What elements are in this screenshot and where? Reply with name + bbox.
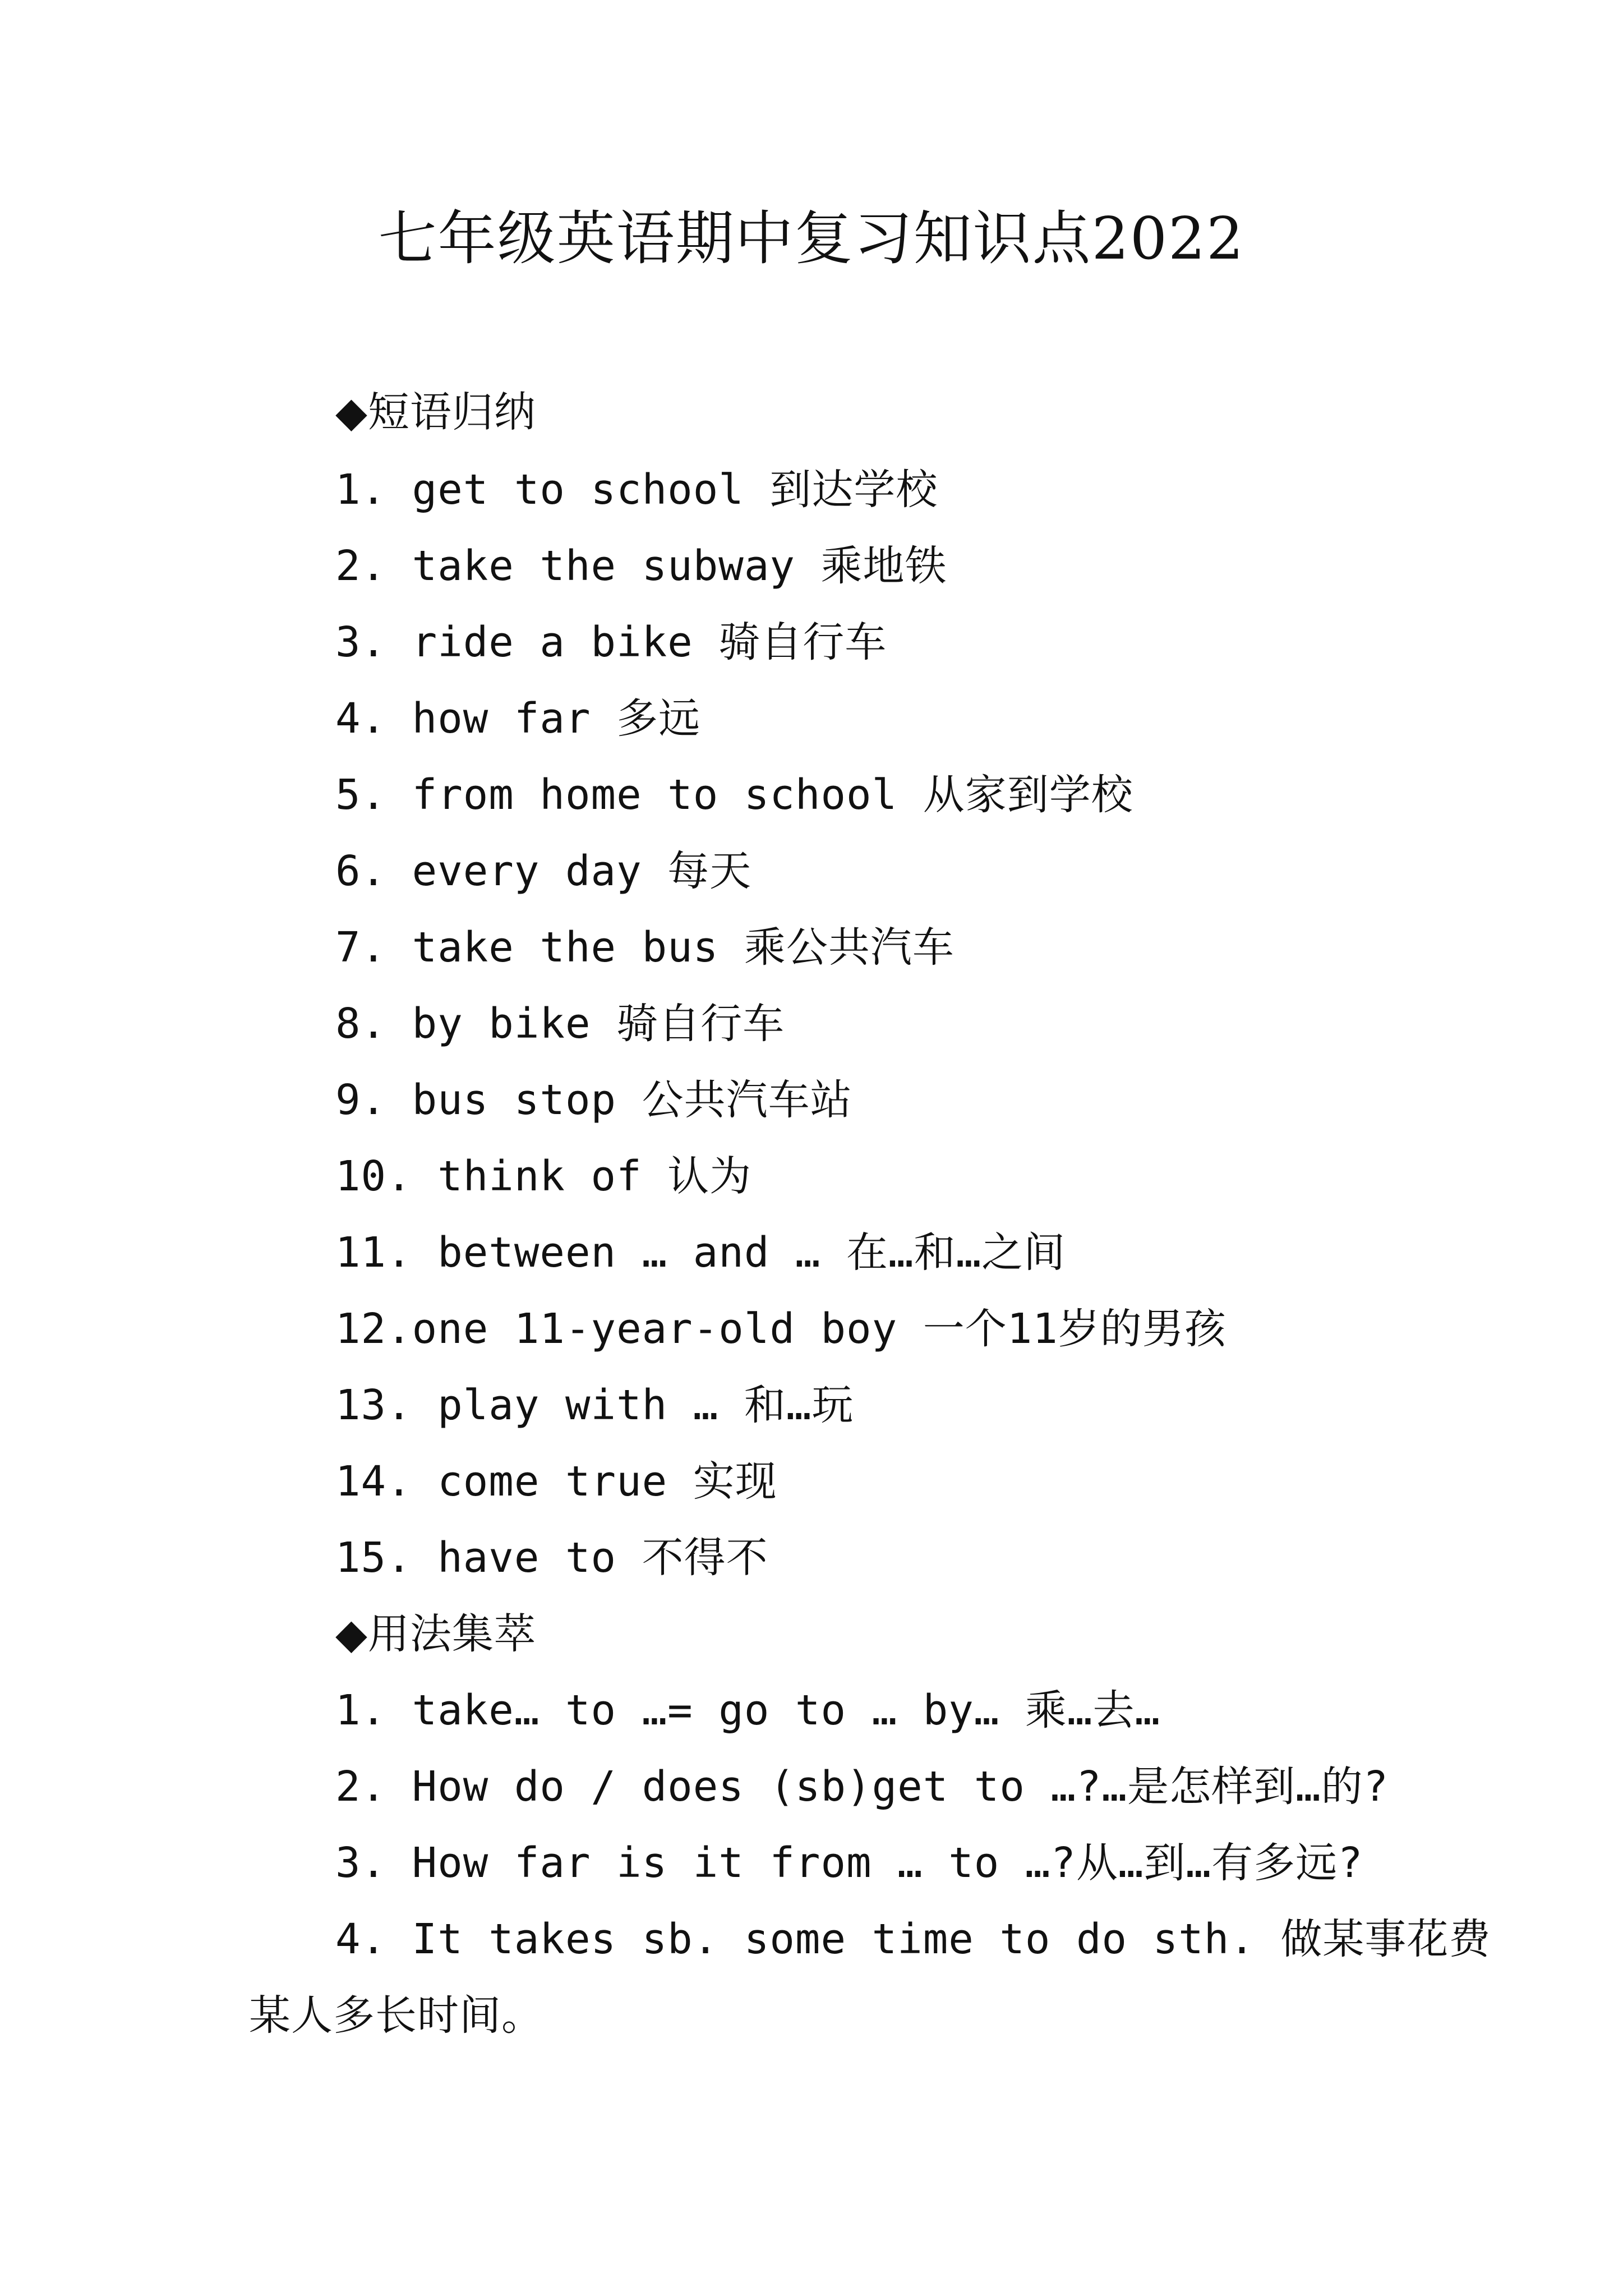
phrase-item: 9. bus stop 公共汽车站 bbox=[335, 1076, 852, 1124]
phrase-item: 7. take the bus 乘公共汽车 bbox=[335, 923, 955, 972]
phrase-item: 5. from home to school 从家到学校 bbox=[335, 771, 1133, 819]
phrase-item: 4. how far 多远 bbox=[335, 694, 701, 743]
section-heading-usage: ◆用法集萃 bbox=[335, 1610, 536, 1658]
phrase-item: 2. take the subway 乘地铁 bbox=[335, 542, 947, 590]
phrase-item: 12.one 11-year-old boy 一个11岁的男孩 bbox=[335, 1305, 1227, 1353]
phrase-item: 14. come true 实现 bbox=[335, 1457, 777, 1506]
phrase-item: 13. play with … 和…玩 bbox=[335, 1381, 854, 1429]
phrase-item: 6. every day 每天 bbox=[335, 847, 752, 895]
phrase-item: 15. have to 不得不 bbox=[335, 1534, 768, 1582]
document-title: 七年级英语期中复习知识点2022 bbox=[378, 204, 1245, 273]
usage-item: 2. How do / does (sb)get to …?…是怎样到…的? bbox=[335, 1763, 1389, 1811]
phrase-item: 11. between … and … 在…和…之间 bbox=[335, 1228, 1066, 1277]
usage-item-4-line2: 某人多长时间。 bbox=[249, 1991, 543, 2040]
phrase-item: 10. think of 认为 bbox=[335, 1152, 752, 1200]
phrase-item: 3. ride a bike 骑自行车 bbox=[335, 618, 887, 666]
usage-item: 1. take… to …= go to … by… 乘…去… bbox=[335, 1686, 1161, 1734]
section-heading-phrases: ◆短语归纳 bbox=[335, 388, 536, 436]
phrase-item: 8. by bike 骑自行车 bbox=[335, 1000, 785, 1048]
usage-item: 3. How far is it from … to …?从…到…有多远? bbox=[335, 1839, 1363, 1887]
phrase-item: 1. get to school 到达学校 bbox=[335, 466, 938, 514]
usage-item-4-line1: 4. It takes sb. some time to do sth. 做某事花费 bbox=[335, 1915, 1491, 1963]
